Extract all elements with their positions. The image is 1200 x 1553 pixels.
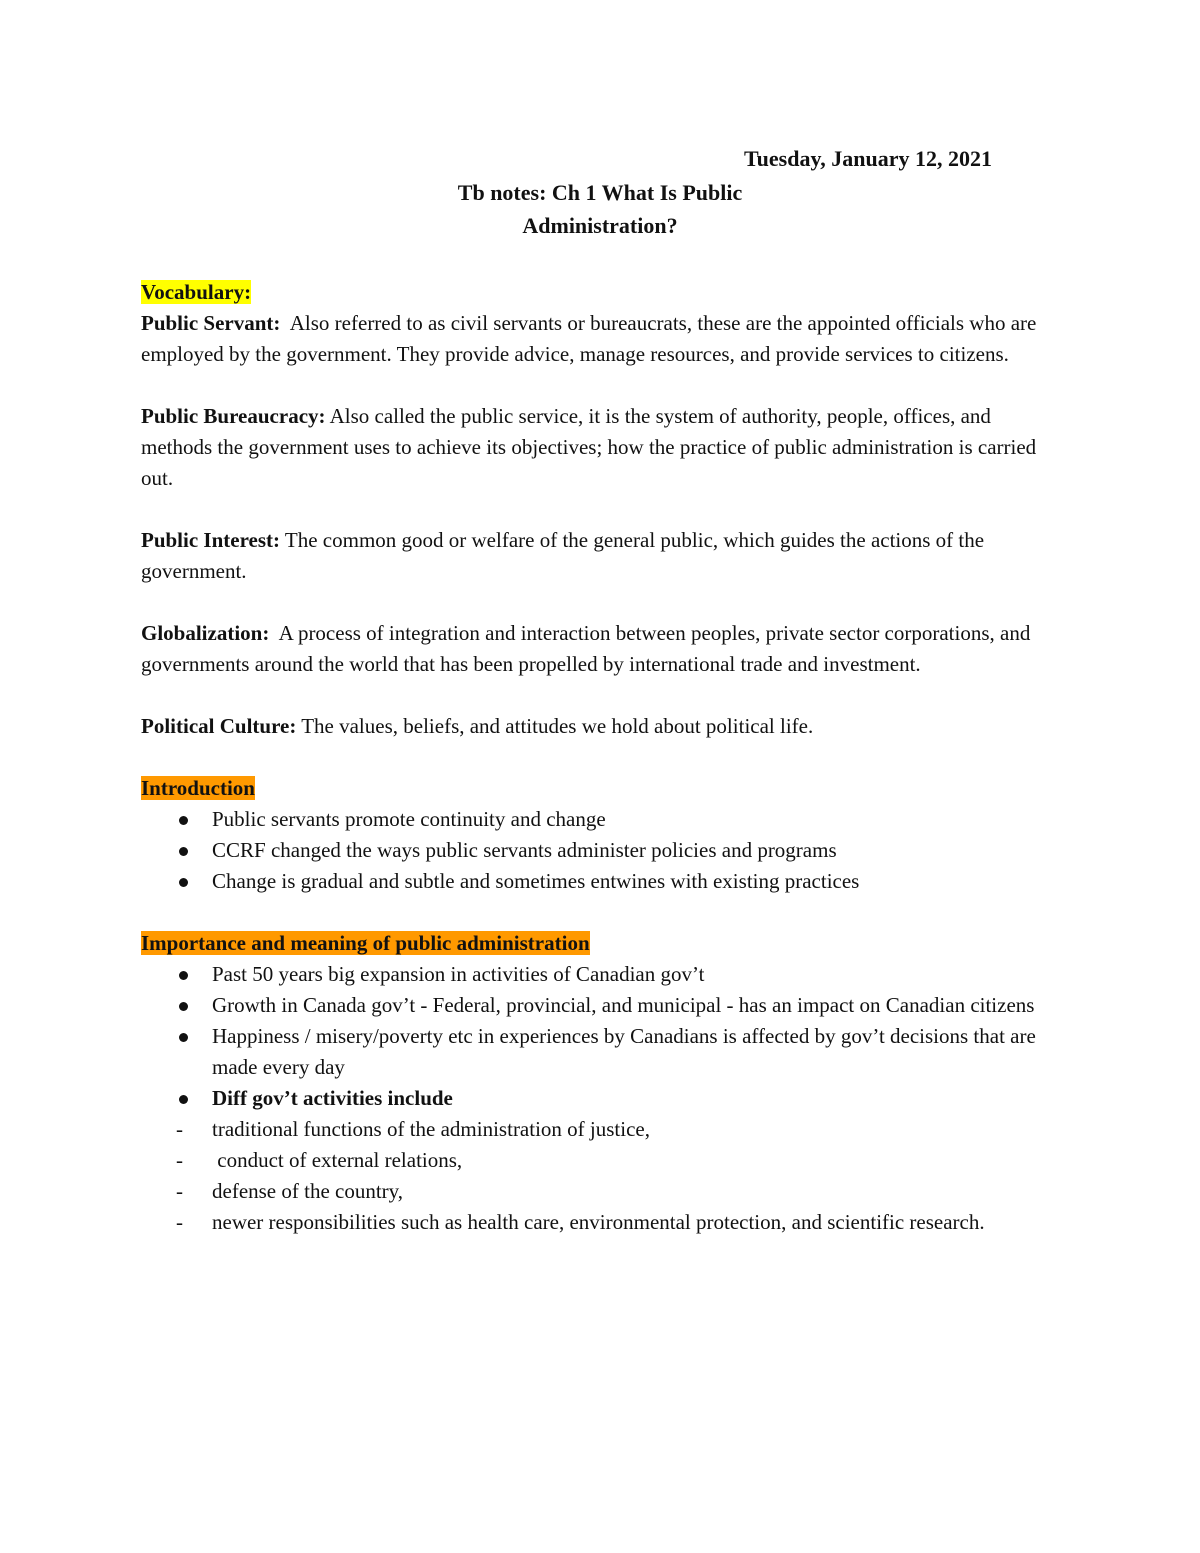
vocab-definition: The values, beliefs, and attitudes we hold about political life. xyxy=(296,714,814,738)
dash-item-text: conduct of external relations, xyxy=(212,1148,463,1172)
list-item-text: Diff gov’t activities include xyxy=(212,1086,453,1110)
vocab-term: Political Culture: xyxy=(141,714,297,738)
vocab-entry-public-servant xyxy=(141,308,1066,370)
vocab-term: Public Interest: xyxy=(141,528,281,552)
importance-list xyxy=(141,959,1066,1114)
section-spacer xyxy=(141,897,1066,928)
list-item xyxy=(141,959,1066,990)
title-line-2: Administration? xyxy=(522,213,678,238)
bullet-icon xyxy=(179,1033,188,1042)
vocab-term: Public Bureaucracy: xyxy=(141,404,326,428)
vocab-term: Globalization: xyxy=(141,621,270,645)
bullet-icon xyxy=(179,971,188,980)
introduction-heading xyxy=(141,773,1066,804)
dash-item-text: traditional functions of the administration of justice, xyxy=(212,1117,650,1141)
dash-list-item xyxy=(141,1207,1066,1238)
document-date: Tuesday, January 12, 2021 xyxy=(744,146,992,171)
list-item-text: Happiness / misery/poverty etc in experiences by Canadians is affected by gov’t decisions that are made every day xyxy=(212,1024,1036,1079)
document-body xyxy=(141,277,1066,1238)
bullet-icon xyxy=(179,816,188,825)
dash-icon: - xyxy=(176,1148,183,1172)
activities-list xyxy=(141,1114,1066,1238)
bullet-icon xyxy=(179,1002,188,1011)
list-item-text: CCRF changed the ways public servants administer policies and programs xyxy=(212,838,837,862)
introduction-heading-text: Introduction xyxy=(141,776,255,800)
list-item xyxy=(141,866,1066,897)
bullet-icon xyxy=(179,1095,188,1104)
document-title xyxy=(0,176,1200,242)
dash-list-item xyxy=(141,1145,1066,1176)
bullet-icon xyxy=(179,878,188,887)
list-item xyxy=(141,990,1066,1021)
vocab-definition: Also referred to as civil servants or bureaucrats, these are the appointed officials who are employed by the government. They provide advice, manage resources, and provide services to citizens. xyxy=(141,311,1042,366)
list-item xyxy=(141,804,1066,835)
vocab-definition: A process of integration and interaction between peoples, private sector corporations, and governments around the world that has been propelled by international trade and investment. xyxy=(141,621,1036,676)
list-item xyxy=(141,1021,1066,1083)
vocab-entry-globalization xyxy=(141,618,1066,680)
dash-item-text: newer responsibilities such as health care, environmental protection, and scientific research. xyxy=(212,1210,985,1234)
dash-icon: - xyxy=(176,1179,183,1203)
vocab-term: Public Servant: xyxy=(141,311,281,335)
list-item xyxy=(141,835,1066,866)
list-item-text: Past 50 years big expansion in activities of Canadian gov’t xyxy=(212,962,705,986)
list-item-text: Public servants promote continuity and change xyxy=(212,807,606,831)
vocab-definition: Also called the public service, it is the system of authority, people, offices, and methods the government uses to achieve its objectives; how the practice of public administration is carried out. xyxy=(141,404,1042,490)
importance-heading xyxy=(141,928,1066,959)
dash-list-item xyxy=(141,1176,1066,1207)
list-item xyxy=(141,1083,1066,1114)
dash-item-text: defense of the country, xyxy=(212,1179,404,1203)
list-item-text: Growth in Canada gov’t - Federal, provincial, and municipal - has an impact on Canadian citizens xyxy=(212,993,1035,1017)
bullet-icon xyxy=(179,847,188,856)
vocab-entry-public-interest xyxy=(141,525,1066,587)
vocab-entry-political-culture xyxy=(141,711,1066,742)
dash-icon: - xyxy=(176,1210,183,1234)
title-line-1: Tb notes: Ch 1 What Is Public xyxy=(457,180,743,205)
vocab-definition: The common good or welfare of the general public, which guides the actions of the government. xyxy=(141,528,990,583)
vocabulary-heading-text: Vocabulary: xyxy=(141,280,252,304)
vocabulary-heading xyxy=(141,277,1066,308)
dash-icon: - xyxy=(176,1117,183,1141)
list-item-text: Change is gradual and subtle and sometimes entwines with existing practices xyxy=(212,869,860,893)
vocab-entry-public-bureaucracy xyxy=(141,401,1066,494)
introduction-list xyxy=(141,804,1066,897)
dash-list-item xyxy=(141,1114,1066,1145)
importance-heading-text: Importance and meaning of public administration xyxy=(141,931,590,955)
